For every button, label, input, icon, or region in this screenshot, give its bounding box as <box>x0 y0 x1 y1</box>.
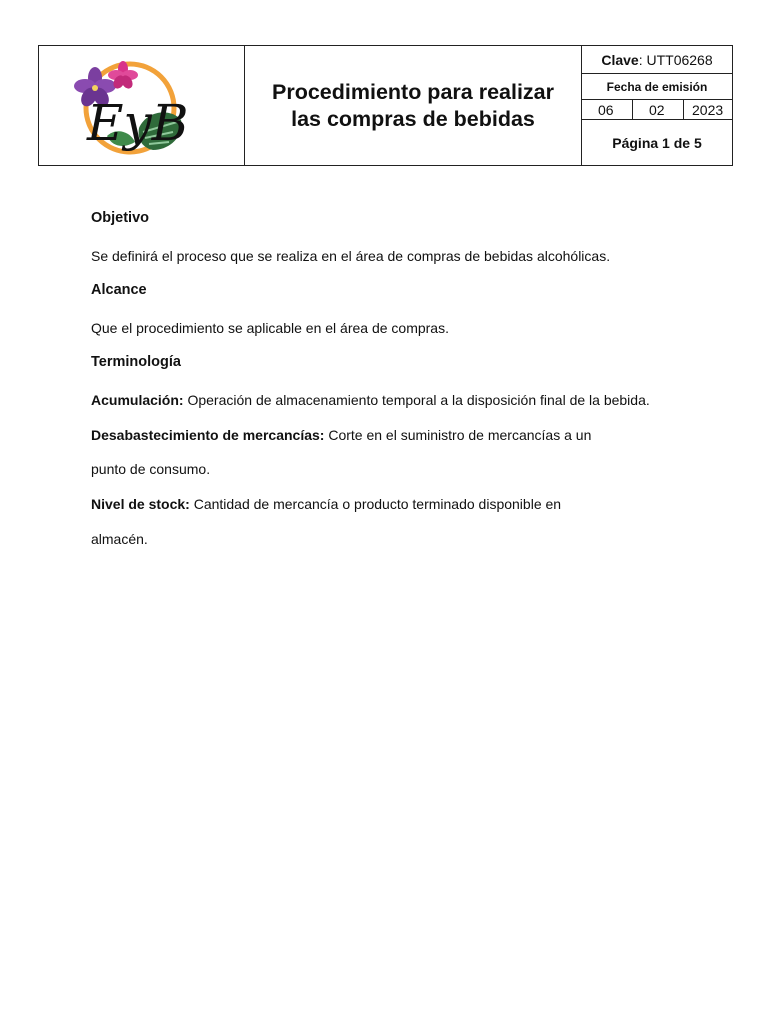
term-label: Nivel de stock: <box>91 496 190 512</box>
term-definition-continued: punto de consumo. <box>91 461 211 477</box>
document-title-line1: Procedimiento para realizar <box>272 79 554 104</box>
title-cell <box>245 46 582 165</box>
page-number: Página 1 de 5 <box>612 134 702 151</box>
fecha-date-row <box>582 100 732 120</box>
objetivo-text: Se definirá el proceso que se realiza en el área de compras de bebidas alcohólicas. <box>91 248 611 264</box>
terminologia-heading: Terminología <box>91 354 181 370</box>
term-definition: Operación de almacenamiento temporal a la disposición final de la bebida. <box>183 392 650 408</box>
document-title-line2: las compras de bebidas <box>291 106 535 131</box>
eyb-logo-icon <box>73 58 191 156</box>
term-nivel-stock <box>91 496 561 512</box>
logo-cell <box>39 46 245 165</box>
term-desabastecimiento <box>91 427 591 443</box>
alcance-heading: Alcance <box>91 282 147 298</box>
fecha-day: 06 <box>582 100 633 120</box>
term-label: Desabastecimiento de mercancías: <box>91 427 325 443</box>
alcance-text: Que el procedimiento se aplicable en el área de compras. <box>91 320 449 336</box>
term-definition: Corte en el suministro de mercancías a un <box>324 427 592 443</box>
document-title <box>258 79 568 133</box>
fecha-year: 2023 <box>692 101 724 118</box>
fecha-label: Fecha de emisión <box>582 74 732 100</box>
term-acumulacion <box>91 392 650 408</box>
clave-value: : UTT06268 <box>638 51 713 68</box>
clave-label: Clave <box>601 51 639 68</box>
term-definition-continued: almacén. <box>91 531 148 547</box>
clave-row <box>582 46 732 74</box>
term-definition: Cantidad de mercancía o producto terminado disponible en <box>189 496 562 512</box>
document-header <box>38 45 733 166</box>
term-label: Acumulación: <box>91 392 184 408</box>
svg-text:EyB: EyB <box>87 94 189 152</box>
fecha-month: 02 <box>633 100 684 120</box>
objetivo-heading: Objetivo <box>91 210 150 226</box>
meta-cell <box>582 46 732 165</box>
